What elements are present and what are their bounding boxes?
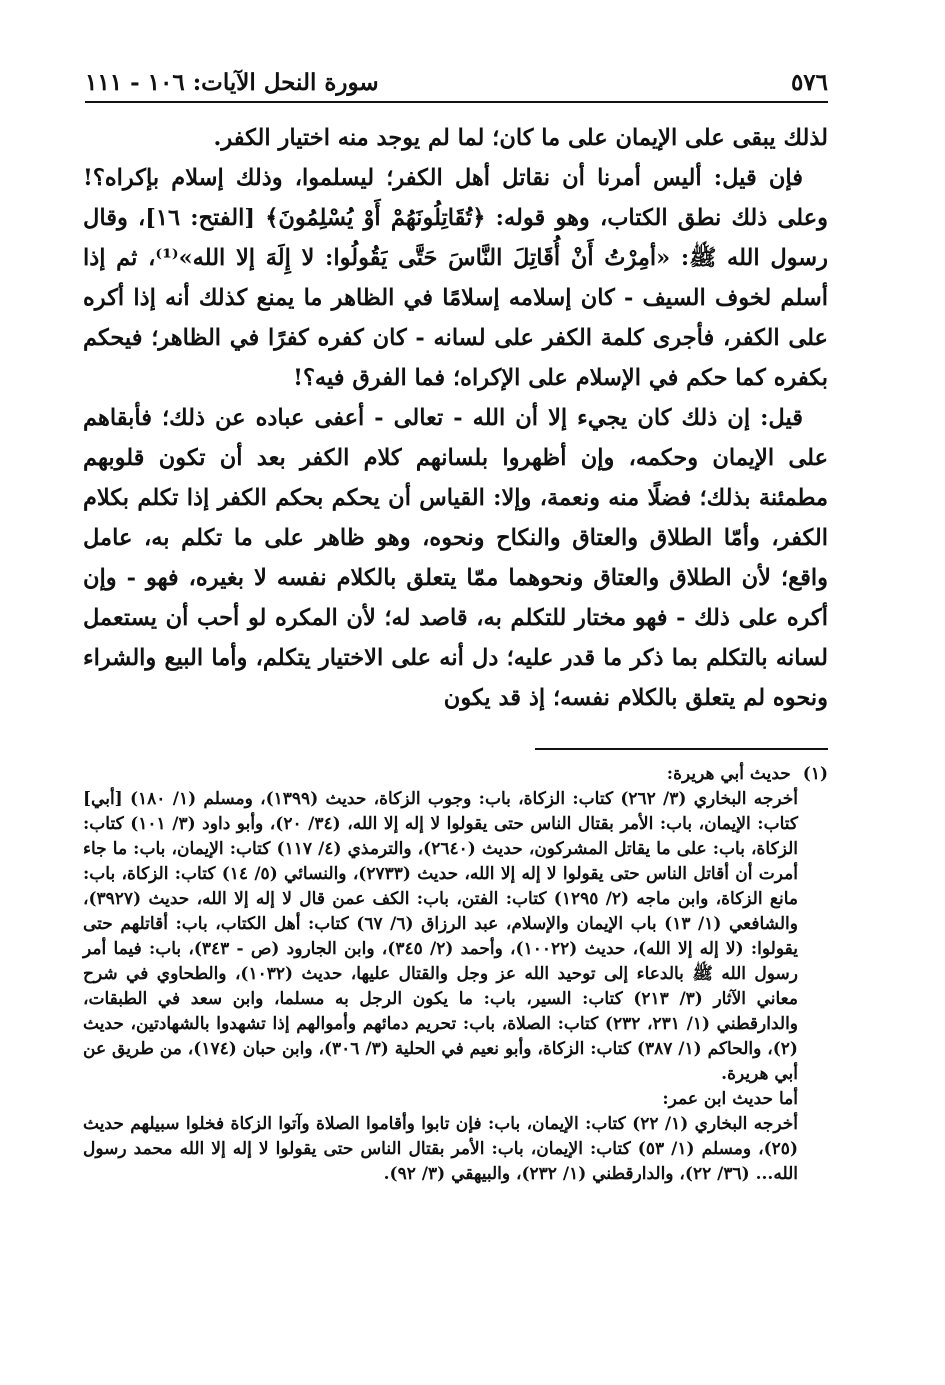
running-title: سورة النحل الآيات: ١٠٦ - ١١١	[85, 69, 379, 96]
page-header	[85, 62, 828, 96]
main-text	[83, 118, 828, 718]
footnotes	[83, 762, 828, 1187]
paragraph: لذلك يبقى على الإيمان على ما كان؛ لما لم يوجد منه اختيار الكفر.	[213, 125, 828, 151]
page-number: ٥٧٦	[790, 69, 828, 96]
footnote-separator	[535, 748, 828, 750]
header-rule	[85, 101, 828, 103]
footnote-heading	[83, 762, 828, 787]
footnote-number: (١)	[802, 764, 828, 784]
footnote-text: أخرجه البخاري (١/ ٢٢) كتاب: الإيمان، باب: فإن تابوا وأقاموا الصلاة وآتوا الزكاة فخلوا سبيلهم حديث (٢٥)، ومسلم (١/ ٥٣) كتاب: الإيمان، باب: الأمر بقتال الناس حتى يقولوا لا إله إلا الله محمد رسول الله... (٣٦/ ٢٢)، والدارقطني (١/ ٢٣٢)، والبيهقي (٣/ ٩٢).	[83, 1114, 798, 1184]
paragraph: فإن قيل: أليس أمرنا أن نقاتل أهل الكفر؛ ليسلموا، وذلك إسلام بإكراه؟! وعلى ذلك نطق الكتاب، وهو قوله: ﴿تُقَاتِلُونَهُمْ أَوْ يُسْلِمُونَ﴾ [الفتح: ١٦]، وقال رسول الله ﷺ: «أمِرْتُ أَنْ أُقَاتِلَ النَّاسَ حَتَّى يَقُولُوا: لا إِلَهَ إلا الله»⁽¹⁾، ثم إذا أسلم لخوف السيف - كان إسلامه إسلامًا في الظاهر ما يمنع كذلك أنه إذا أكره على الكفر، فأجرى كلمة الكفر على لسانه - كان كفره كفرًا في الظاهر؛ فيحكم بكفره كما حكم في الإسلام على الإكراه؛ فما الفرق فيه؟!	[83, 165, 829, 391]
footnote-title: حديث أبي هريرة:	[666, 764, 791, 784]
footnote-subheading: أما حديث ابن عمر:	[662, 1089, 798, 1109]
footnote-text: أخرجه البخاري (٣/ ٢٦٢) كتاب: الزكاة، باب: وجوب الزكاة، حديث (١٣٩٩)، ومسلم (١/ ١٨٠) [أبي] كتاب: الإيمان، باب: الأمر بقتال الناس حتى يقولوا لا إله إلا الله، (٣٤/ ٢٠)، وأبو داود (٣/ ١٠١) كتاب: الزكاة، باب: على ما يقاتل المشركون، حديث (٢٦٤٠)، والترمذي (٤/ ١١٧) كتاب: الإيمان، باب: ما جاء أمرت أن أقاتل الناس حتى يقولوا لا إله إلا الله، حديث (٢٧٣٣)، والنسائي (٥/ ١٤) كتاب: الزكاة، باب: مانع الزكاة، وابن ماجه (٢/ ١٢٩٥) كتاب: الفتن، باب: الكف عمن قال لا إله إلا الله، حديث (٣٩٢٧)، والشافعي (١/ ١٣) باب الإيمان والإسلام، عبد الرزاق (٦/ ٦٧) كتاب: أهل الكتاب، باب: أقاتلهم حتى يقولوا: (لا إله إلا الله)، حديث (١٠٠٢٢)، وأحمد (٢/ ٣٤٥)، وابن الجارود (ص - ٣٤٣)، باب: فيما أمر رسول الله ﷺ بالدعاء إلى توحيد الله عز وجل والقتال عليها، حديث (١٠٣٢)، والطحاوي في شرح معاني الآثار (٣/ ٢١٣) كتاب: السير، باب: ما يكون الرجل به مسلما، وابن سعد في الطبقات، والدارقطني (١/ ٢٣١، ٢٣٢) كتاب: الصلاة، باب: تحريم دمائهم وأموالهم إذا تشهدوا بالشهادتين، حديث (٢)، والحاكم (١/ ٣٨٧) كتاب: الزكاة، وأبو نعيم في الحلية (٣/ ٣٠٦)، وابن حبان (١٧٤)، من طريق عن أبي هريرة.	[83, 789, 799, 1084]
paragraph: قيل: إن ذلك كان يجيء إلا أن الله - تعالى - أعفى عباده عن ذلك؛ فأبقاهم على الإيمان وحكمه، وإن أظهروا بلسانهم كلام الكفر بعد أن تكون قلوبهم مطمئنة بذلك؛ فضلًا منه ونعمة، وإلا: القياس أن يحكم بحكم الكفر إذا تكلم بكلام الكفر، وأمّا الطلاق والعتاق والنكاح ونحوه، وهو ظاهر على ما تكلم به، عامل واقع؛ لأن الطلاق والعتاق ونحوهما ممّا يتعلق بالكلام نفسه لا بغيره، فهو - وإن أكره على ذلك - فهو مختار للتكلم به، قاصد له؛ لأن المكره لو أحب أن يستعمل لسانه بالتكلم بما ذكر ما قدر عليه؛ دل أنه على الاختيار يتكلم، وأما البيع والشراء ونحوه لم يتعلق بالكلام نفسه؛ إذ قد يكون	[83, 405, 828, 711]
